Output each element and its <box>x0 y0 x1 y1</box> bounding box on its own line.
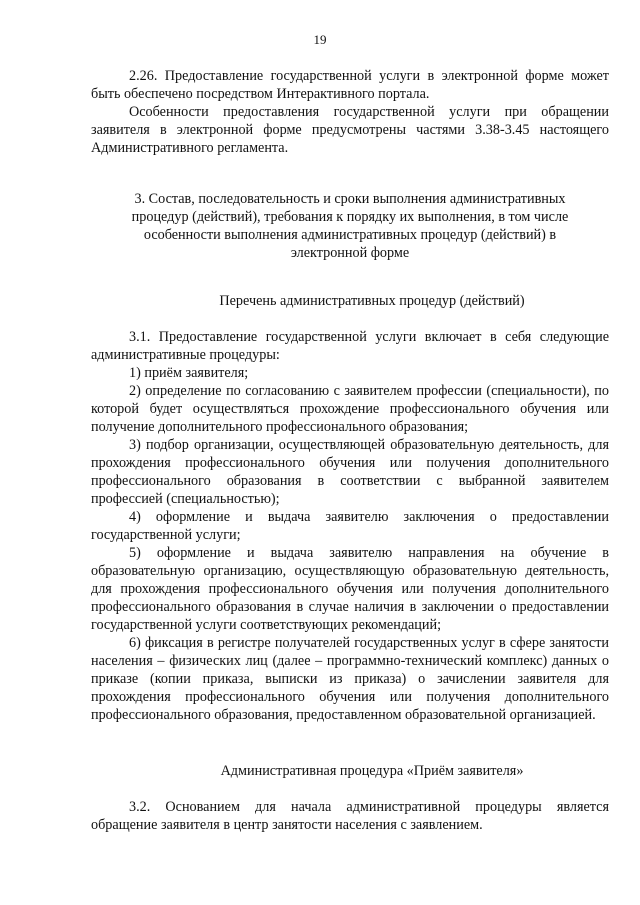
section-3-heading <box>91 190 609 262</box>
list-item: 6) фиксация в регистре получателей государственных услуг в сфере занятости населения – физических лиц (далее – программно-технический комплекс) данных о приказе (копии приказа, выписки из приказа) о зачислении заявителя для прохождения профессионального обучения или получения дополнительного профессионального образования, предоставленном образовательной организацией. <box>91 635 609 723</box>
closing-section <box>91 798 609 834</box>
section-heading-line: процедур (действий), требования к порядку их выполнения, в том числе <box>131 209 569 225</box>
intro-section <box>91 67 609 157</box>
list-item: 5) оформление и выдача заявителю направления на обучение в образовательную организацию, осуществляющую образовательную деятельность, для прохождения профессионального обучения или получения дополнительного профессионального образования в случае наличия в заключении о предоставлении государственной услуги соответствующих рекомендаций; <box>91 545 609 633</box>
list-item: 4) оформление и выдача заявителю заключения о предоставлении государственной услуги; <box>91 509 609 543</box>
paragraph-electronic-features: Особенности предоставления государственной услуги при обращении заявителя в электронной форме предусмотрены частями 3.38-3.45 настоящего Административного регламента. <box>91 104 609 156</box>
section-heading-line: электронной форме <box>290 245 410 261</box>
procedures-list-heading: Перечень административных процедур (действий) <box>219 293 525 309</box>
paragraph-3-2: 3.2. Основанием для начала административной процедуры является обращение заявителя в центр занятости населения с заявлением. <box>91 799 609 833</box>
paragraph-2-26: 2.26. Предоставление государственной услуги в электронной форме может быть обеспечено посредством Интерактивного портала. <box>91 68 609 102</box>
section-heading-line: особенности выполнения административных процедур (действий) в <box>143 227 557 243</box>
page-number: 19 <box>313 32 327 47</box>
paragraph-3-1: 3.1. Предоставление государственной услуги включает в себя следующие административные процедуры: <box>91 329 609 363</box>
list-item: 2) определение по согласованию с заявителем профессии (специальности), по которой будет осуществляться прохождение профессионального обучения или получение дополнительного профессионального образования; <box>91 383 609 435</box>
list-item: 1) приём заявителя; <box>129 365 249 381</box>
list-item: 3) подбор организации, осуществляющей образовательную деятельность, для прохождения профессионального обучения или получения дополнительного профессионального образования в соответствии с выбранной заявителем профессией (специальностью); <box>91 437 609 507</box>
procedure-reception-heading: Административная процедура «Приём заявителя» <box>220 763 524 779</box>
procedures-list-section <box>91 328 609 724</box>
section-heading-line: 3. Состав, последовательность и сроки выполнения административных <box>134 191 566 207</box>
